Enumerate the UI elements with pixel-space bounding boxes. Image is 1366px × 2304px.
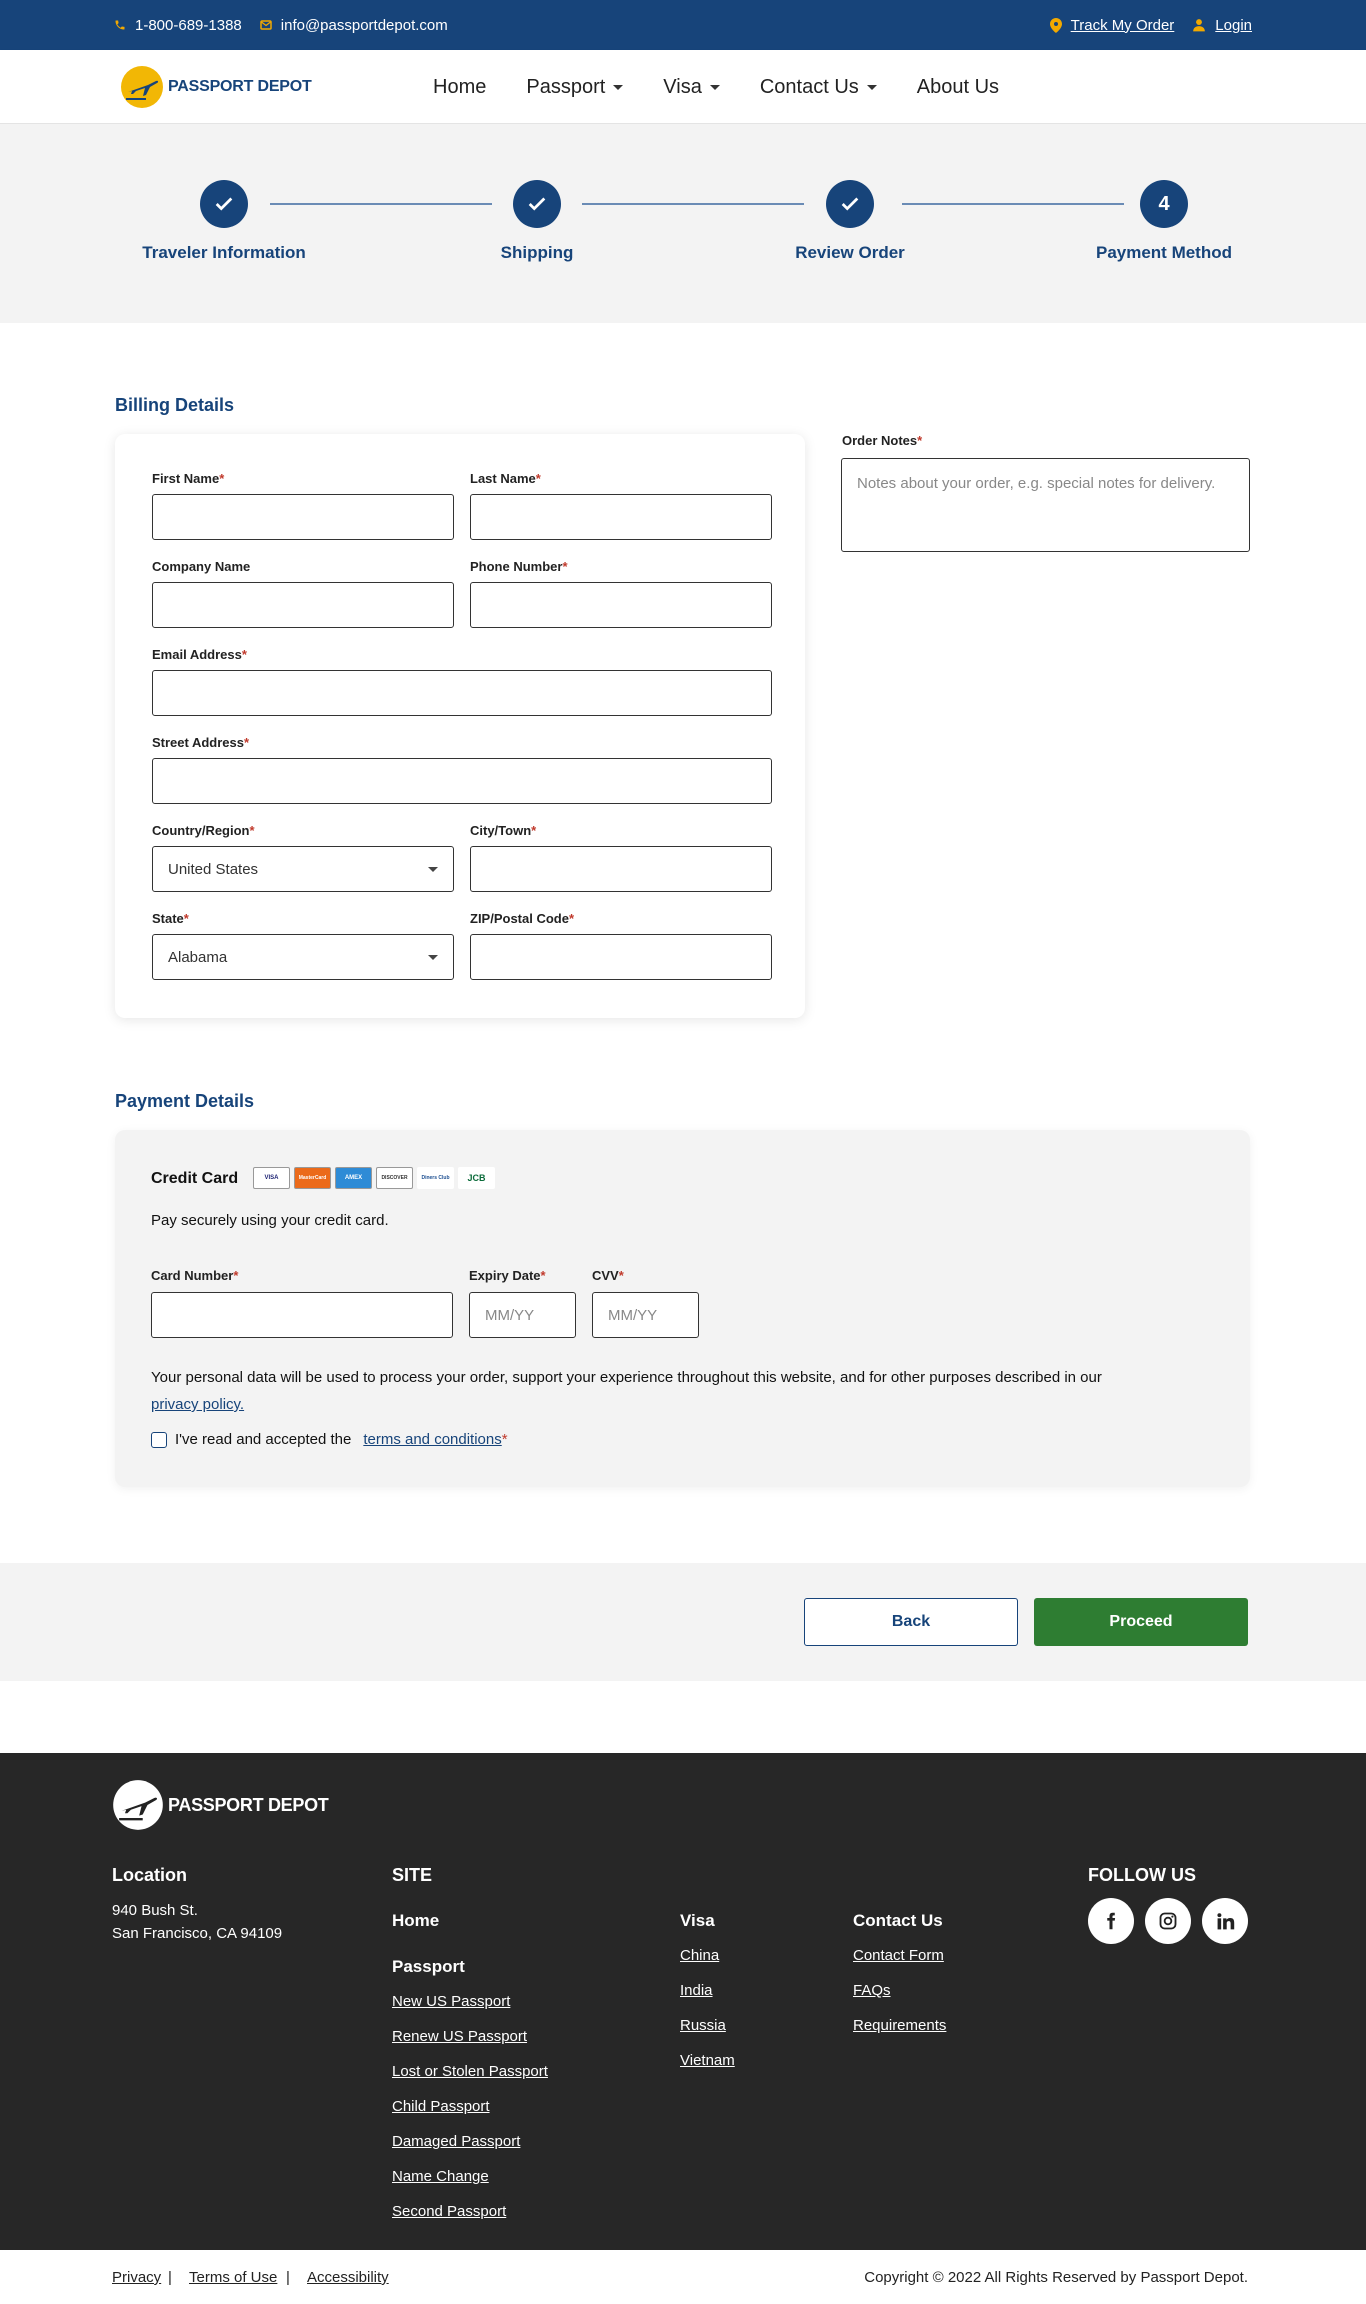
country-select[interactable] bbox=[152, 846, 454, 892]
footer-link-russia[interactable]: Russia bbox=[680, 2017, 726, 2034]
state-label: State* bbox=[152, 911, 189, 926]
last-name-input[interactable] bbox=[470, 494, 772, 540]
plane-logo-icon bbox=[112, 1779, 164, 1831]
billing-form bbox=[115, 434, 805, 1018]
privacy-text: Your personal data will be used to process your order, support your experience throughout this website, and for other purposes described in our bbox=[151, 1369, 1102, 1386]
step-4-label: Payment Method bbox=[1095, 243, 1233, 262]
login-link[interactable] bbox=[1192, 17, 1252, 34]
company-label: Company Name bbox=[152, 559, 251, 574]
email-label: Email Address* bbox=[152, 647, 247, 662]
chevron-down-icon bbox=[428, 955, 438, 960]
card-number-label: Card Number* bbox=[151, 1268, 239, 1283]
step-4-number: 4 bbox=[1158, 192, 1170, 215]
footer-link-china[interactable]: China bbox=[680, 1947, 720, 1964]
chevron-down-icon bbox=[710, 85, 720, 90]
footer-link-faqs[interactable]: FAQs bbox=[853, 1982, 891, 1999]
nav-home[interactable] bbox=[433, 76, 486, 99]
city-label: City/Town* bbox=[470, 823, 537, 838]
footer-link-renew-us-passport[interactable]: Renew US Passport bbox=[392, 2028, 528, 2045]
amex-card-icon: AMEX bbox=[335, 1167, 372, 1189]
diners-card-icon: Diners Club bbox=[417, 1167, 454, 1189]
first-name-input[interactable] bbox=[152, 494, 454, 540]
jcb-card-icon: JCB bbox=[458, 1167, 495, 1189]
location-pin-icon bbox=[1050, 18, 1062, 33]
step-1-circle bbox=[200, 180, 248, 228]
login-label: Login bbox=[1215, 16, 1252, 34]
phone-input[interactable] bbox=[470, 582, 772, 628]
check-icon bbox=[526, 193, 548, 215]
site-footer bbox=[0, 1753, 1366, 2250]
privacy-notice bbox=[151, 1364, 1221, 1418]
required-mark: * bbox=[501, 1431, 508, 1448]
footer-link-lost-stolen-passport[interactable]: Lost or Stolen Passport bbox=[392, 2063, 548, 2080]
mail-icon bbox=[260, 19, 272, 31]
step-connector bbox=[270, 203, 492, 205]
footer-visa-title: Visa bbox=[680, 1911, 715, 1930]
chevron-down-icon bbox=[867, 85, 877, 90]
footer-link-name-change[interactable]: Name Change bbox=[392, 2168, 489, 2185]
nav-about[interactable] bbox=[917, 76, 999, 99]
phone-contact[interactable] bbox=[114, 17, 242, 34]
separator: | bbox=[286, 2269, 290, 2286]
footer-link-vietnam[interactable]: Vietnam bbox=[680, 2052, 735, 2069]
nav-visa[interactable] bbox=[663, 76, 720, 99]
privacy-policy-link[interactable]: privacy policy. bbox=[151, 1396, 245, 1413]
cvv-placeholder: MM/YY bbox=[608, 1306, 658, 1324]
footer-address-line1: 940 Bush St. bbox=[112, 1902, 198, 1919]
footer-link-new-us-passport[interactable]: New US Passport bbox=[392, 1993, 511, 2010]
linkedin-icon[interactable] bbox=[1202, 1898, 1248, 1944]
country-value: United States bbox=[168, 860, 259, 878]
phone-number: 1-800-689-1388 bbox=[135, 16, 242, 34]
mastercard-icon: MasterCard bbox=[294, 1167, 331, 1189]
terms-checkbox[interactable] bbox=[151, 1432, 167, 1448]
facebook-icon[interactable] bbox=[1088, 1898, 1134, 1944]
footer-location-title: Location bbox=[112, 1865, 187, 1885]
primary-nav bbox=[433, 50, 999, 124]
nav-home-label: Home bbox=[433, 75, 487, 98]
action-bar bbox=[0, 1563, 1366, 1681]
phone-icon bbox=[114, 19, 126, 31]
step-connector bbox=[582, 203, 804, 205]
expiry-input[interactable] bbox=[469, 1292, 576, 1338]
proceed-button[interactable]: Proceed bbox=[1034, 1598, 1248, 1646]
step-3-circle bbox=[826, 180, 874, 228]
step-3-label: Review Order bbox=[795, 243, 905, 262]
step-2-circle bbox=[513, 180, 561, 228]
discover-card-icon: DISCOVER bbox=[376, 1167, 413, 1189]
footer-link-india[interactable]: India bbox=[680, 1982, 713, 1999]
nav-contact-label: Contact Us bbox=[759, 75, 859, 98]
order-notes-textarea[interactable]: Notes about your order, e.g. special notes for delivery. bbox=[841, 458, 1250, 552]
terms-of-use-link[interactable]: Terms of Use bbox=[189, 2269, 278, 2286]
order-notes-label: Order Notes* bbox=[842, 433, 923, 448]
step-2-label: Shipping bbox=[500, 243, 574, 262]
user-icon bbox=[1192, 18, 1206, 32]
check-icon bbox=[213, 193, 235, 215]
step-connector bbox=[902, 203, 1124, 205]
first-name-label: First Name* bbox=[152, 471, 225, 486]
accessibility-link[interactable]: Accessibility bbox=[307, 2269, 389, 2286]
brand-name: PASSPORT DEPOT bbox=[168, 77, 312, 95]
check-icon bbox=[839, 193, 861, 215]
terms-link[interactable]: terms and conditions bbox=[363, 1431, 502, 1448]
state-select[interactable] bbox=[152, 934, 454, 980]
nav-about-label: About Us bbox=[916, 75, 1000, 98]
chevron-down-icon bbox=[428, 867, 438, 872]
main-navbar bbox=[0, 50, 1366, 124]
payment-title: Payment Details bbox=[115, 1091, 255, 1111]
street-input[interactable] bbox=[152, 758, 772, 804]
footer-home-link[interactable]: Home bbox=[392, 1911, 440, 1930]
footer-brand-name: PASSPORT DEPOT bbox=[168, 1794, 329, 1815]
nav-passport-label: Passport bbox=[526, 75, 606, 98]
footer-link-child-passport[interactable]: Child Passport bbox=[392, 2098, 490, 2115]
state-value: Alabama bbox=[168, 948, 228, 966]
card-brands bbox=[253, 1167, 495, 1189]
footer-logo[interactable] bbox=[112, 1779, 329, 1831]
chevron-down-icon bbox=[613, 85, 623, 90]
city-input[interactable] bbox=[470, 846, 772, 892]
zip-input[interactable] bbox=[470, 934, 772, 980]
nav-contact[interactable] bbox=[760, 76, 877, 99]
footer-link-damaged-passport[interactable]: Damaged Passport bbox=[392, 2133, 521, 2150]
bottom-bar bbox=[0, 2250, 1366, 2304]
footer-address-line2: San Francisco, CA 94109 bbox=[112, 1925, 283, 1942]
footer-link-second-passport[interactable]: Second Passport bbox=[392, 2203, 507, 2220]
nav-visa-label: Visa bbox=[663, 75, 702, 98]
email-input[interactable] bbox=[152, 670, 772, 716]
email-contact[interactable] bbox=[260, 17, 448, 34]
street-label: Street Address* bbox=[152, 735, 250, 750]
instagram-icon[interactable] bbox=[1145, 1898, 1191, 1944]
privacy-link[interactable]: Privacy bbox=[112, 2269, 162, 2286]
footer-follow-title: FOLLOW US bbox=[1088, 1865, 1196, 1885]
track-order-link[interactable] bbox=[1050, 17, 1175, 34]
zip-label: ZIP/Postal Code* bbox=[470, 911, 575, 926]
expiry-label: Expiry Date* bbox=[469, 1268, 546, 1283]
credit-card-title: Credit Card bbox=[151, 1170, 239, 1187]
payment-form bbox=[115, 1130, 1250, 1487]
expiry-placeholder: MM/YY bbox=[485, 1306, 535, 1324]
visa-card-icon: VISA bbox=[253, 1167, 290, 1189]
terms-text: I've read and accepted the bbox=[175, 1431, 352, 1448]
card-number-input[interactable] bbox=[151, 1292, 453, 1338]
email-address: info@passportdepot.com bbox=[280, 16, 448, 34]
step-1-label: Traveler Information bbox=[142, 243, 306, 262]
pay-securely-text: Pay securely using your credit card. bbox=[151, 1212, 389, 1229]
step-4-circle bbox=[1140, 180, 1188, 228]
brand-logo[interactable] bbox=[120, 65, 312, 109]
footer-passport-title: Passport bbox=[392, 1957, 465, 1976]
copyright-text: Copyright © 2022 All Rights Reserved by Passport Depot. bbox=[864, 2269, 1248, 2286]
company-input[interactable] bbox=[152, 582, 454, 628]
footer-link-contact-form[interactable]: Contact Form bbox=[853, 1947, 944, 1964]
footer-contact-title: Contact Us bbox=[853, 1911, 943, 1930]
phone-label: Phone Number* bbox=[470, 559, 568, 574]
separator: | bbox=[168, 2269, 172, 2286]
track-order-label: Track My Order bbox=[1070, 16, 1175, 34]
last-name-label: Last Name* bbox=[470, 471, 541, 486]
country-label: Country/Region* bbox=[152, 823, 255, 838]
footer-site-title: SITE bbox=[392, 1865, 433, 1885]
plane-logo-icon bbox=[120, 65, 164, 109]
checkout-stepper bbox=[0, 124, 1366, 323]
terms-row bbox=[151, 1431, 508, 1448]
cvv-input[interactable] bbox=[592, 1292, 699, 1338]
back-button[interactable]: Back bbox=[804, 1598, 1018, 1646]
billing-title: Billing Details bbox=[115, 395, 235, 415]
cvv-label: CVV* bbox=[592, 1268, 624, 1283]
nav-passport[interactable] bbox=[526, 76, 623, 99]
footer-link-requirements[interactable]: Requirements bbox=[853, 2017, 947, 2034]
top-bar bbox=[0, 0, 1366, 50]
